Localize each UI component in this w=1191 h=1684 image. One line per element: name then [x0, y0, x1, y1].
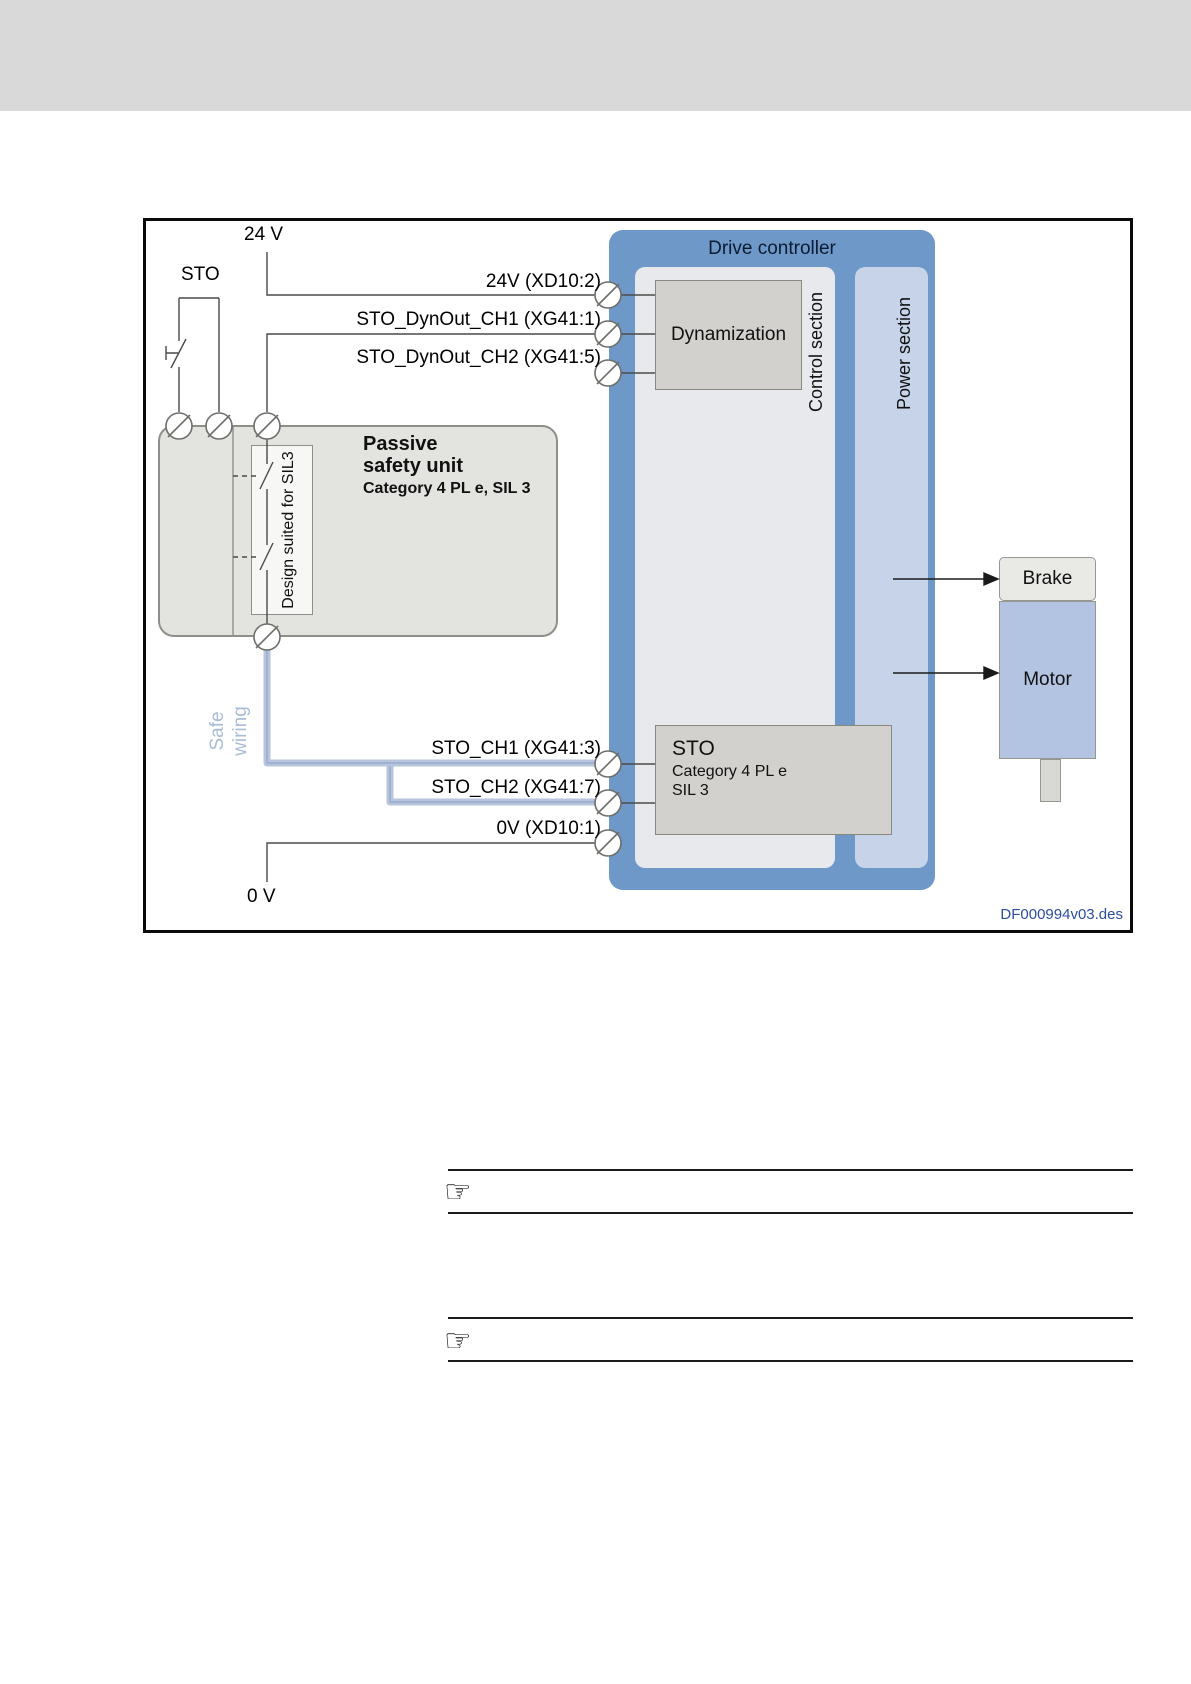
sto-switch-frame [179, 298, 219, 412]
sto-box-line3: SIL 3 [672, 782, 709, 799]
wire-0v [267, 843, 595, 882]
signal-0v: 0V (XD10:1) [496, 818, 601, 839]
terminal-su-1 [166, 413, 192, 439]
terminal-su-out [254, 624, 280, 650]
internal-channel-line [260, 439, 273, 624]
terminal-su-2 [206, 413, 232, 439]
internal-dashed-links [233, 476, 259, 557]
signal-sto-ch2: STO_CH2 (XG41:7) [431, 777, 601, 798]
safe-wiring-label [206, 690, 252, 772]
terminal-su-3 [254, 413, 280, 439]
note1-rule-top [448, 1169, 1133, 1171]
drive-controller-title: Drive controller [708, 238, 836, 259]
wire-dyn-ch1 [267, 334, 595, 412]
arrow-brake-head [984, 573, 998, 585]
pointing-hand-icon: ☞ [444, 1323, 472, 1358]
signal-24v: 24V (XD10:2) [485, 271, 601, 292]
safety-unit-title-line1: Passive [363, 433, 438, 455]
safe-wiring-line2: wiring [230, 706, 251, 756]
signal-sto-ch1: STO_CH1 (XG41:3) [431, 738, 601, 759]
motor-box: Motor [999, 601, 1096, 759]
label-0v-supply: 0 V [247, 886, 276, 907]
note1-rule-bottom [448, 1212, 1133, 1214]
note2-rule-top [448, 1317, 1133, 1319]
pointing-hand-icon: ☞ [444, 1174, 472, 1209]
design-suited-label: Design suited for SIL3 [280, 451, 297, 609]
brake-box: Brake [999, 557, 1096, 601]
figure-code: DF000994v03.des [1000, 906, 1123, 923]
signal-dyn-ch1: STO_DynOut_CH1 (XG41:1) [356, 309, 601, 330]
label-sto-switch: STO [181, 264, 220, 285]
signal-dyn-ch2: STO_DynOut_CH2 (XG41:5) [356, 347, 601, 368]
sto-box-title: STO [672, 737, 715, 760]
dynamization-box: Dynamization [655, 280, 802, 390]
safe-wiring-line1: Safe [207, 711, 228, 751]
safety-unit-subtitle: Category 4 PL e, SIL 3 [363, 480, 531, 497]
terminal-stubs [621, 295, 655, 803]
label-24v-supply: 24 V [244, 224, 284, 245]
note2-rule-bottom [448, 1360, 1133, 1362]
safety-unit-title-line2: safety unit [363, 455, 464, 477]
arrow-motor-head [984, 667, 998, 679]
page-header-band [0, 0, 1191, 111]
control-section-label: Control section [806, 291, 826, 412]
sto-box-line2: Category 4 PL e [672, 763, 788, 780]
power-section-label: Power section [894, 296, 914, 410]
sto-switch-contact [166, 339, 186, 368]
